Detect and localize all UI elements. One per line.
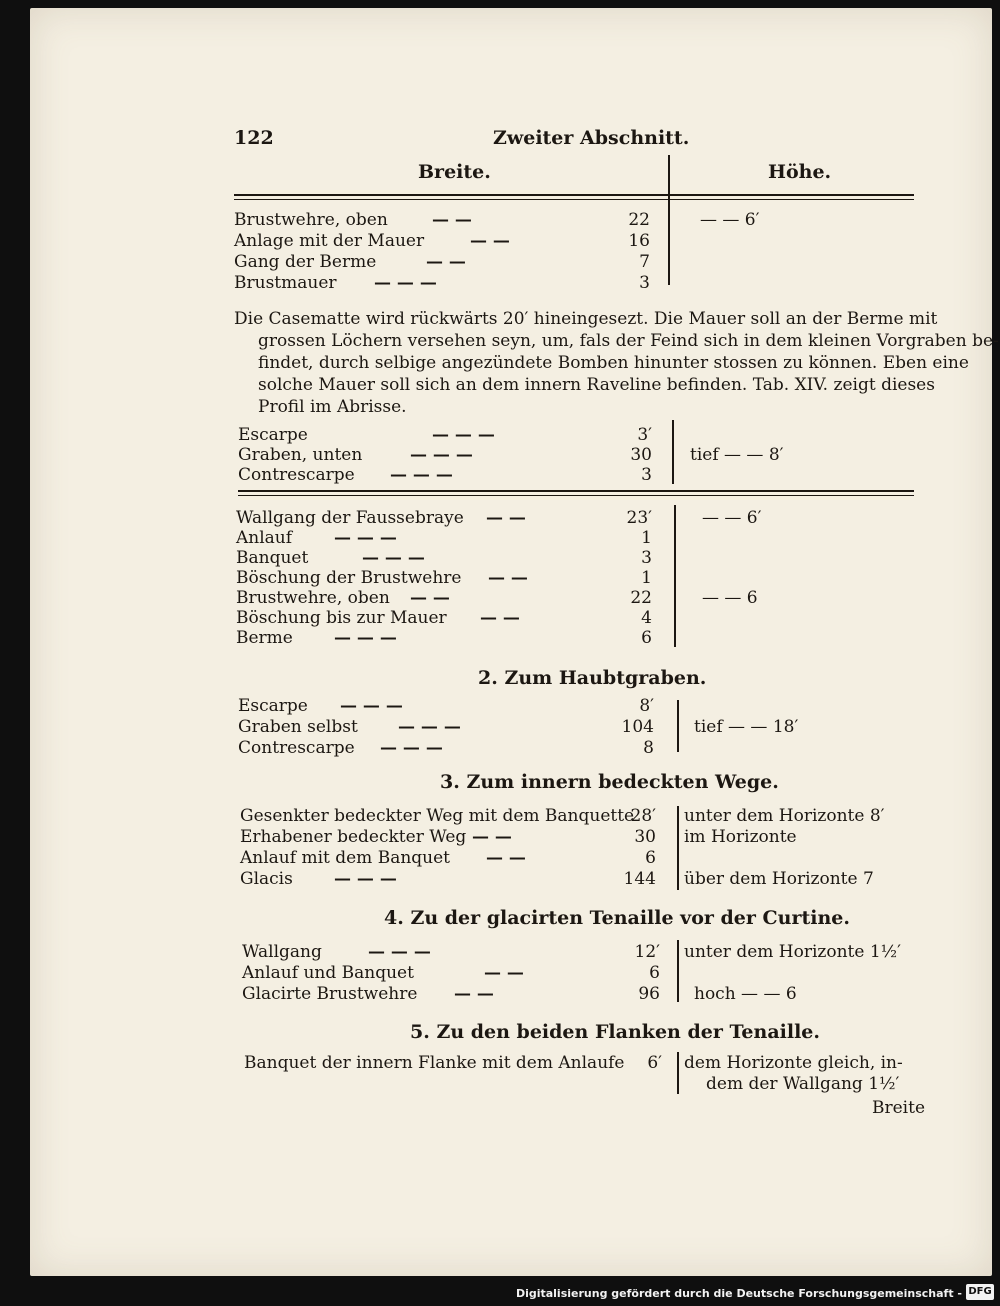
table-row-label: Glacis [240,869,293,889]
column-rule [668,155,670,285]
table-row-label: Brustwehre, oben [236,588,390,608]
leader-dashes: — — — [334,528,397,548]
table-row-hoehe: unter dem Horizonte 8′ [684,806,885,826]
column-rule [672,420,674,484]
section-title: 2. Zum Haubtgraben. [478,667,707,689]
table-right-tief: tief — — 8′ [690,445,784,465]
section-title: 5. Zu den beiden Flanken der Tenaille. [410,1021,820,1043]
table-row-label: Böschung der Brustwehre [236,568,462,588]
col-head-hoehe: Höhe. [768,161,832,183]
column-rule [677,700,679,752]
table-row-value: 3′ [637,425,652,445]
leader-dashes: — — — [390,465,453,485]
running-head: Zweiter Abschnitt. [493,127,690,149]
table-row-value: 3 [641,548,652,568]
table-row-label: Brustmauer [234,273,337,293]
text-line: findet, durch selbige angezündete Bomben hinunter stossen zu können. Eben eine [258,353,969,373]
table-row-value: 30 [630,445,652,465]
table-row-value: 6 [649,963,660,983]
table-row-value: 144 [623,869,656,889]
table-row-label: Berme [236,628,293,648]
table-row-hoehe: unter dem Horizonte 1½′ [684,942,901,962]
table-row-value: 12′ [634,942,660,962]
table-row-label: Graben, unten [238,445,363,465]
leader-dashes: — — [488,568,528,588]
table-row-value: 104 [621,717,654,737]
table-row-label: Escarpe [238,425,308,445]
leader-dashes: — — — [398,717,461,737]
table-row-value: 23′ [626,508,652,528]
table-row-value: 8′ [639,696,654,716]
table-row-hoehe: dem Horizonte gleich, in- [684,1053,903,1073]
leader-dashes: — — — [432,425,495,445]
table-row-label: Böschung bis zur Mauer [236,608,447,628]
leader-dashes: — — — [374,273,437,293]
catchword: Breite [872,1098,926,1118]
text-line: solche Mauer soll sich an dem innern Raveline befinden. Tab. XIV. zeigt dieses [258,375,935,395]
section-title: 4. Zu der glacirten Tenaille vor der Curtine. [384,907,850,929]
column-rule [677,806,679,890]
table-row-value: 8 [643,738,654,758]
table-row-value: 6 [641,628,652,648]
table-row-value: 1 [641,528,652,548]
section-title: 3. Zum innern bedeckten Wege. [440,771,779,793]
leader-dashes: — — [472,827,512,847]
dfg-logo: DFG [966,1284,994,1300]
table-row-value: 6′ [647,1053,662,1073]
table-row-hoehe: im Horizonte [684,827,797,847]
table-row-label: Banquet [236,548,309,568]
column-rule [674,505,676,647]
digitization-credit: Digitalisierung gefördert durch die Deutsche Forschungsgemeinschaft - [515,1287,962,1300]
table-row-hoehe: hoch — — 6 [694,984,797,1004]
table-row-label: Anlauf und Banquet [242,963,414,983]
table-row-value: 7 [639,252,650,272]
col-head-breite: Breite. [418,161,491,183]
table-row-label: Contrescarpe [238,738,355,758]
leader-dashes: — — [484,963,524,983]
head-rule [234,194,914,196]
head-rule-thin [234,199,914,200]
section-rule-thin [238,495,914,496]
table-row-value: 22 [630,588,652,608]
text-line: grossen Löchern versehen seyn, um, fals der Feind sich in dem kleinen Vorgraben be- [258,331,999,351]
table-row-label: Wallgang [242,942,322,962]
table-row-label: Anlage mit der Mauer [234,231,425,251]
leader-dashes: — — — [334,869,397,889]
leader-dashes: — — — [368,942,431,962]
leader-dashes: — — [486,848,526,868]
table-row-value: 16 [628,231,650,251]
page-number: 122 [234,127,274,149]
leader-dashes: — — — [362,548,425,568]
leader-dashes: — — [470,231,510,251]
table-row-value: 22 [628,210,650,230]
leader-dashes: — — — [334,628,397,648]
table-row-hoehe: über dem Horizonte 7 [684,869,874,889]
table-row-label: Anlauf [236,528,293,548]
leader-dashes: — — — [340,696,403,716]
table-row-label: Contrescarpe [238,465,355,485]
table-row-value: 96 [638,984,660,1004]
leader-dashes: — — [454,984,494,1004]
table-row-value: 6 [645,848,656,868]
table-row-label: Brustwehre, oben [234,210,388,230]
table-row-value: 4 [641,608,652,628]
leader-dashes: — — [486,508,526,528]
table-row-hoehe: dem der Wallgang 1½′ [706,1074,900,1094]
leader-dashes: — — [410,588,450,608]
column-rule [677,940,679,1002]
text-line: Die Casematte wird rückwärts 20′ hineingesezt. Die Mauer soll an der Berme mit [234,309,938,329]
table-row-label: Escarpe [238,696,308,716]
table-row-label: Erhabener bedeckter Weg [240,827,467,847]
leader-dashes: — — — [410,445,473,465]
leader-dashes: — — — [380,738,443,758]
column-rule [677,1052,679,1094]
table-row-value: 1 [641,568,652,588]
table-right-tief: tief — — 18′ [694,717,799,737]
table-row-label: Gesenkter bedeckter Weg mit dem Banquette [240,806,635,826]
leader-dashes: — — [432,210,472,230]
table-row-value: 3 [639,273,650,293]
table-row-label: Wallgang der Faussebraye [236,508,464,528]
table-row-value: 30 [634,827,656,847]
table-row-value: 28′ [630,806,656,826]
text-line: Profil im Abrisse. [258,397,407,417]
table-row-hoehe: — — 6′ [700,210,760,230]
leader-dashes: — — [480,608,520,628]
table-row-hoehe: — — 6 [702,588,758,608]
section-rule [238,490,914,492]
table-row-value: 3 [641,465,652,485]
leader-dashes: — — [426,252,466,272]
table-row-label: Graben selbst [238,717,358,737]
table-row-label: Anlauf mit dem Banquet [240,848,451,868]
table-row-hoehe: — — 6′ [702,508,762,528]
table-row-label: Banquet der innern Flanke mit dem Anlaufe [244,1053,625,1073]
table-row-label: Glacirte Brustwehre [242,984,418,1004]
table-row-label: Gang der Berme [234,252,377,272]
